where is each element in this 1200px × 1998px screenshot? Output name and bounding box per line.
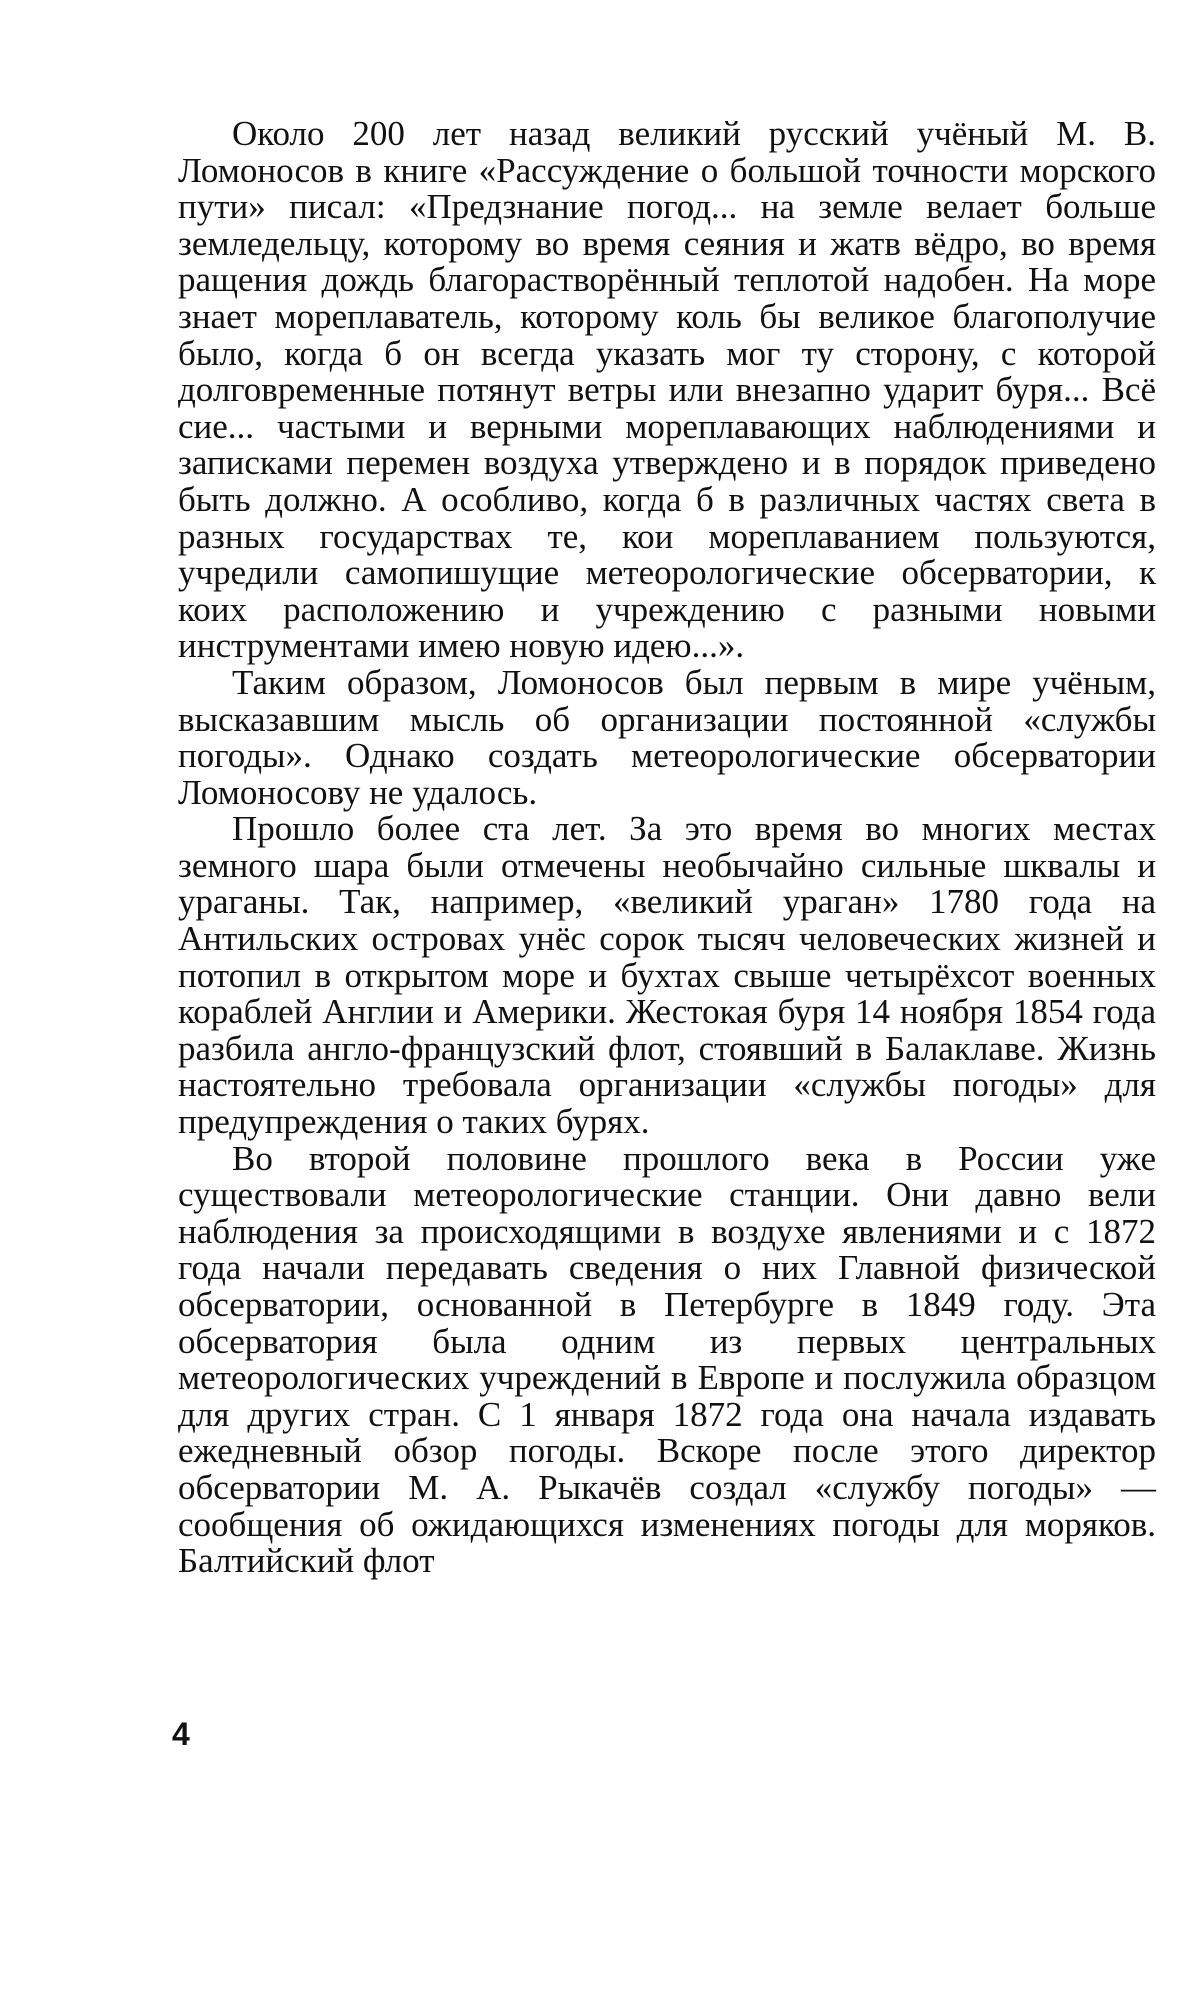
book-page [0,0,1200,1998]
page-number: 4 [172,1716,190,1752]
paragraph-lomonosov-quote: Около 200 лет назад великий русский учёный М. В. Ломоносов в книге «Рассуждение о большой точности морского пути» писал: «Предзнание погод... на земле велает больше земледельцу, которому во время сеяния и жатв вёдро, во время ращения дождь благорастворённый теплотой надобен. На море знает мореплаватель, которому коль бы великое благополучие было, когда б он всегда указать мог ту сторону, с которой долговременные потянут ветры или внезапно ударит буря... Всё сие... частыми и верными мореплавающих наблюдениями и записками перемен воздуха утверждено и в порядок приведено быть должно. А особливо, когда б в различных частях света в разных государствах те, кои мореплаванием пользуются, учредили самопишущие метеорологические обсерватории, к коих расположению и учреждению с разными новыми инструментами имею новую идею...». [178,116,1156,665]
body-text [178,116,1156,1580]
paragraph-hurricanes: Прошло более ста лет. За это время во многих местах земного шара были отмечены необычайно сильные шквалы и ураганы. Так, например, «великий ураган» 1780 года на Антильских островах унёс сорок тысяч человеческих жизней и потопил в открытом море и бухтах свыше четырёхсот военных кораблей Англии и Америки. Жестокая буря 14 ноября 1854 года разбила англо-французский флот, стоявший в Балаклаве. Жизнь настоятельно требовала организации «службы погоды» для предупреждения о таких бурях. [178,811,1156,1140]
paragraph-observatory: Во второй половине прошлого века в России уже существовали метеорологические станции. Они давно вели наблюдения за происходящими в воздухе явлениями и с 1872 года начали передавать сведения о них Главной физической обсерватории, основанной в Петербурге в 1849 году. Эта обсерватория была одним из первых центральных метеорологических учреждений в Европе и послужила образцом для других стран. С 1 января 1872 года она начала издавать ежедневный обзор погоды. Вскоре после этого директор обсерватории М. А. Рыкачёв создал «службу погоды» — сообщения об ожидающихся изменениях погоды для моряков. Балтийский флот [178,1141,1156,1580]
paragraph-lomonosov-first: Таким образом, Ломоносов был первым в мире учёным, высказавшим мысль об организации постоянной «службы погоды». Однако создать метеорологические обсерватории Ломоносову не удалось. [178,665,1156,811]
